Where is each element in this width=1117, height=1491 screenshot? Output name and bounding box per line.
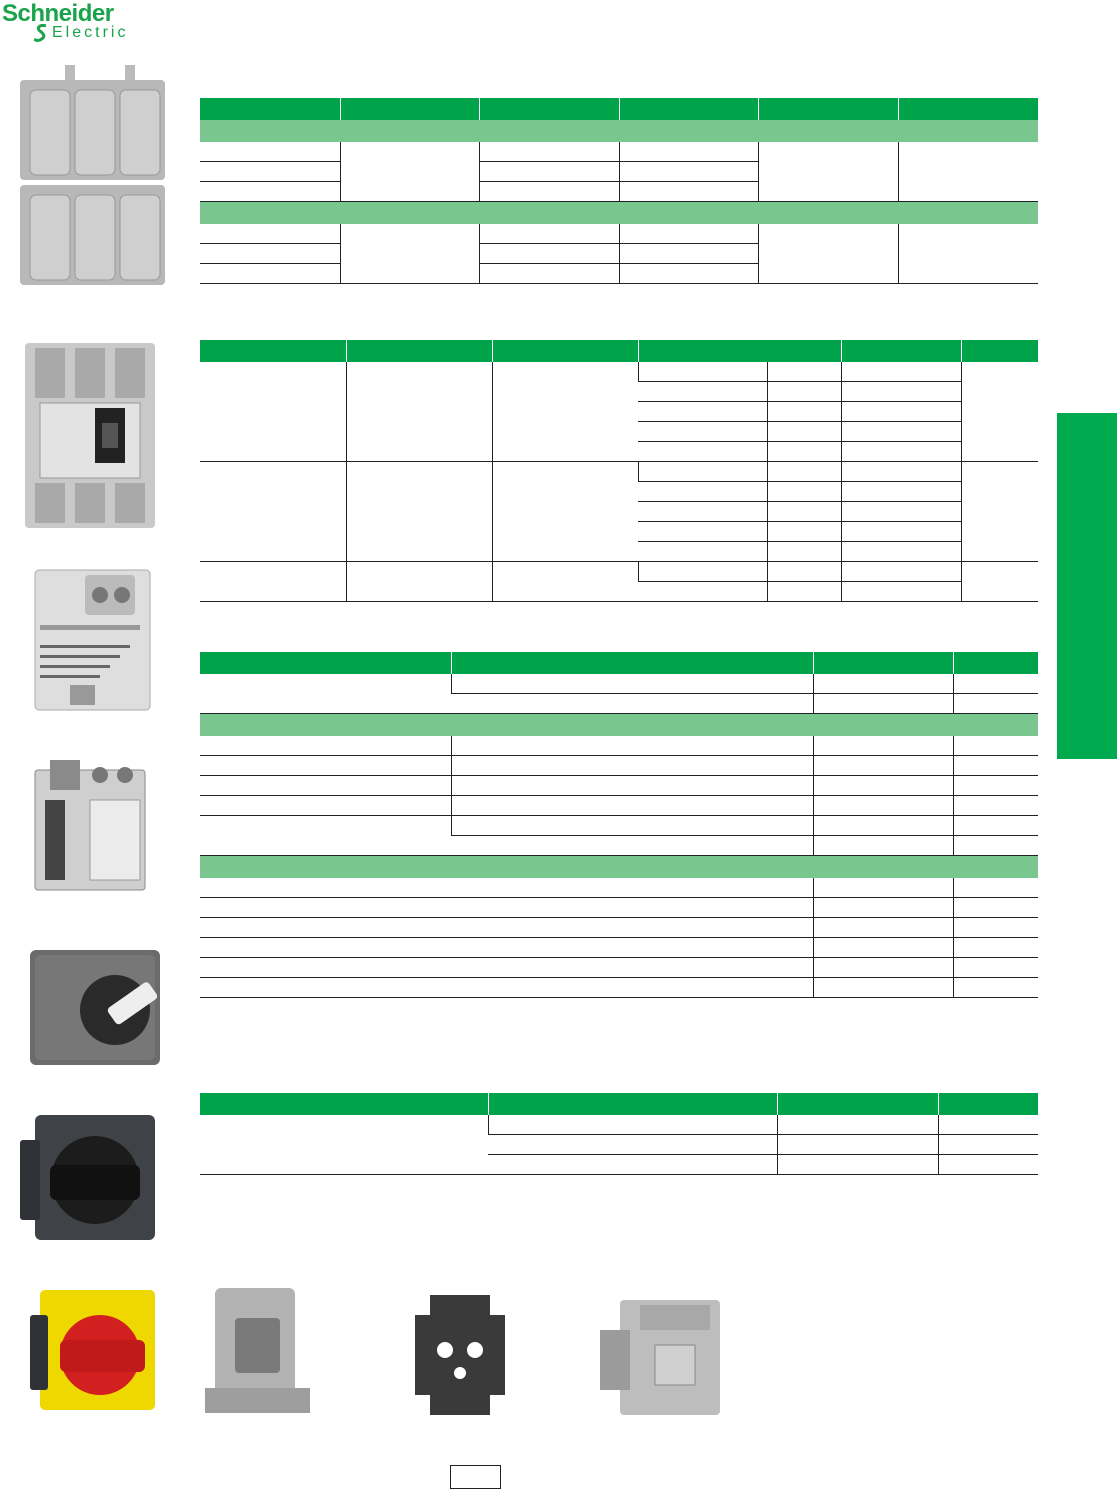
table-cell: [938, 1093, 1038, 1115]
table-cell: [200, 856, 1038, 879]
table-cell: [479, 162, 619, 182]
table-cell: [953, 958, 1038, 978]
table-cell: [200, 796, 451, 816]
table-cell: [200, 462, 346, 562]
table-cell: [619, 162, 758, 182]
terminal-connector-product-photo: [205, 1288, 315, 1418]
table-row: [200, 736, 1038, 756]
table-cell: [638, 362, 767, 382]
table-row: [200, 898, 1038, 918]
table-cell: [638, 462, 767, 482]
table-cell: [200, 362, 346, 462]
table-cell: [638, 442, 767, 462]
terminal-shield-table: [200, 98, 1038, 284]
table-cell: [813, 958, 953, 978]
rotary-handle-table: [200, 1093, 1038, 1175]
table-cell: [200, 202, 1038, 225]
table-cell: [953, 674, 1038, 694]
table-cell: [813, 756, 953, 776]
table-cell: [479, 182, 619, 202]
table-cell: [953, 938, 1038, 958]
table-cell: [638, 422, 767, 442]
table-header-row: [200, 652, 1038, 674]
table-cell: [200, 1115, 488, 1175]
table-cell: [200, 958, 813, 978]
table-cell: [898, 224, 1038, 284]
table-cell: [488, 1115, 777, 1135]
table-cell: [953, 918, 1038, 938]
logo-symbol-icon: [34, 24, 50, 42]
table-cell: [841, 522, 961, 542]
table-cell: [813, 898, 953, 918]
table-cell: [841, 562, 961, 582]
table-row: [200, 1115, 1038, 1135]
table-row: [200, 776, 1038, 796]
table-cell: [492, 340, 638, 362]
table-cell: [200, 736, 451, 756]
table-cell: [813, 978, 953, 998]
table-row: [200, 918, 1038, 938]
table-cell: [813, 736, 953, 756]
logo-wordmark-top: Schneider: [2, 0, 114, 27]
table-cell: [200, 224, 340, 244]
table-cell: [841, 502, 961, 522]
table-row: [200, 224, 1038, 244]
table-cell: [841, 582, 961, 602]
table-cell: [200, 898, 813, 918]
padlocking-insert-product-photo: [410, 1295, 510, 1415]
table-cell: [200, 978, 813, 998]
table-cell: [841, 542, 961, 562]
table-cell: [841, 462, 961, 482]
table-cell: [813, 938, 953, 958]
table-cell: [479, 98, 619, 120]
table-cell: [767, 582, 841, 602]
table-cell: [200, 776, 451, 796]
table-cell: [638, 402, 767, 422]
table-cell: [953, 694, 1038, 714]
table-cell: [451, 756, 813, 776]
table-cell: [938, 1135, 1038, 1155]
table-cell: [767, 542, 841, 562]
table-cell: [813, 878, 953, 898]
schneider-electric-logo: [0, 2, 150, 44]
table-cell: [758, 98, 898, 120]
table-cell: [479, 244, 619, 264]
shunt-release-product-photo: [30, 760, 150, 895]
table-section-band: [200, 856, 1038, 879]
table-cell: [451, 776, 813, 796]
table-cell: [479, 264, 619, 284]
circuit-breaker-table: [200, 340, 1038, 602]
table-row: [200, 938, 1038, 958]
table-cell: [200, 756, 451, 776]
table-cell: [953, 736, 1038, 756]
table-cell: [961, 362, 1038, 462]
table-row: [200, 142, 1038, 162]
table-cell: [451, 836, 813, 856]
table-section-band: [200, 202, 1038, 225]
table-cell: [638, 382, 767, 402]
table-cell: [953, 836, 1038, 856]
motor-circuit-breaker-product-photo: [20, 343, 160, 528]
table-cell: [451, 652, 813, 674]
table-cell: [777, 1093, 938, 1115]
table-row: [200, 816, 1038, 836]
table-cell: [200, 162, 340, 182]
table-cell: [451, 796, 813, 816]
table-cell: [953, 796, 1038, 816]
table-cell: [961, 562, 1038, 602]
table-cell: [953, 816, 1038, 836]
table-section-band: [200, 120, 1038, 142]
table-cell: [841, 402, 961, 422]
table-cell: [619, 182, 758, 202]
auxiliary-contact-block-product-photo: [600, 1300, 730, 1420]
table-cell: [340, 98, 479, 120]
table-cell: [777, 1115, 938, 1135]
table-cell: [200, 120, 1038, 142]
table-row: [200, 978, 1038, 998]
table-cell: [638, 582, 767, 602]
table-cell: [767, 382, 841, 402]
table-row: [200, 562, 1038, 582]
table-cell: [638, 542, 767, 562]
table-cell: [767, 482, 841, 502]
table-header-row: [200, 340, 1038, 362]
table-cell: [200, 98, 340, 120]
extended-rotary-handle-product-photo: [30, 945, 170, 1070]
table-cell: [488, 1135, 777, 1155]
table-cell: [953, 776, 1038, 796]
red-yellow-rotary-handle-product-photo: [30, 1290, 160, 1415]
table-header-row: [200, 1093, 1038, 1115]
table-cell: [777, 1155, 938, 1175]
table-cell: [938, 1115, 1038, 1135]
table-cell: [619, 244, 758, 264]
table-cell: [953, 878, 1038, 898]
table-cell: [767, 442, 841, 462]
table-cell: [200, 340, 346, 362]
table-cell: [841, 482, 961, 502]
table-row: [200, 674, 1038, 694]
table-cell: [767, 422, 841, 442]
table-row: [200, 958, 1038, 978]
table-cell: [813, 694, 953, 714]
table-row: [200, 878, 1038, 898]
table-cell: [451, 674, 813, 694]
table-cell: [841, 362, 961, 382]
table-cell: [340, 142, 479, 202]
table-cell: [638, 502, 767, 522]
table-cell: [619, 264, 758, 284]
table-cell: [479, 224, 619, 244]
table-cell: [346, 462, 492, 562]
table-cell: [200, 918, 813, 938]
table-cell: [451, 816, 813, 836]
table-cell: [200, 1093, 488, 1115]
table-cell: [619, 142, 758, 162]
table-cell: [898, 142, 1038, 202]
table-cell: [200, 182, 340, 202]
table-cell: [767, 402, 841, 422]
terminal-shield-product-photo: [10, 65, 170, 290]
table-cell: [938, 1155, 1038, 1175]
table-cell: [813, 918, 953, 938]
table-cell: [492, 362, 638, 462]
table-cell: [451, 736, 813, 756]
accessories-table: [200, 652, 1038, 998]
table-cell: [813, 796, 953, 816]
fault-signalling-block-product-photo: [30, 565, 155, 715]
table-cell: [953, 652, 1038, 674]
table-cell: [200, 142, 340, 162]
table-cell: [813, 836, 953, 856]
table-cell: [767, 462, 841, 482]
table-section-band: [200, 714, 1038, 737]
table-cell: [200, 714, 1038, 737]
table-cell: [346, 362, 492, 462]
section-side-tab: [1057, 413, 1117, 759]
table-cell: [758, 224, 898, 284]
table-cell: [953, 978, 1038, 998]
table-cell: [479, 142, 619, 162]
table-cell: [813, 816, 953, 836]
table-cell: [638, 522, 767, 542]
page-number-box: [450, 1465, 501, 1489]
table-cell: [200, 562, 346, 602]
table-cell: [451, 694, 813, 714]
table-cell: [841, 340, 961, 362]
table-cell: [767, 522, 841, 542]
table-cell: [813, 652, 953, 674]
table-cell: [841, 382, 961, 402]
table-cell: [767, 502, 841, 522]
table-cell: [898, 98, 1038, 120]
table-cell: [200, 816, 451, 856]
table-cell: [813, 674, 953, 694]
table-cell: [346, 340, 492, 362]
table-cell: [638, 482, 767, 502]
table-cell: [200, 674, 451, 714]
table-cell: [200, 244, 340, 264]
table-cell: [638, 340, 841, 362]
table-cell: [767, 562, 841, 582]
table-cell: [492, 562, 638, 602]
table-cell: [200, 878, 813, 898]
table-cell: [777, 1135, 938, 1155]
table-cell: [638, 562, 767, 582]
table-cell: [758, 142, 898, 202]
table-cell: [767, 362, 841, 382]
table-cell: [841, 442, 961, 462]
table-cell: [340, 224, 479, 284]
table-cell: [619, 98, 758, 120]
table-cell: [953, 898, 1038, 918]
table-row: [200, 362, 1038, 382]
table-row: [200, 756, 1038, 776]
table-cell: [841, 422, 961, 442]
table-cell: [961, 462, 1038, 562]
black-rotary-handle-product-photo: [20, 1115, 160, 1245]
table-cell: [619, 224, 758, 244]
table-cell: [492, 462, 638, 562]
table-row: [200, 462, 1038, 482]
table-cell: [953, 756, 1038, 776]
table-cell: [488, 1093, 777, 1115]
table-cell: [961, 340, 1038, 362]
table-cell: [200, 652, 451, 674]
table-header-row: [200, 98, 1038, 120]
table-cell: [813, 776, 953, 796]
table-row: [200, 796, 1038, 816]
table-cell: [200, 264, 340, 284]
table-cell: [488, 1155, 777, 1175]
table-cell: [200, 938, 813, 958]
table-cell: [346, 562, 492, 602]
logo-wordmark-bottom: Electric: [52, 24, 129, 41]
